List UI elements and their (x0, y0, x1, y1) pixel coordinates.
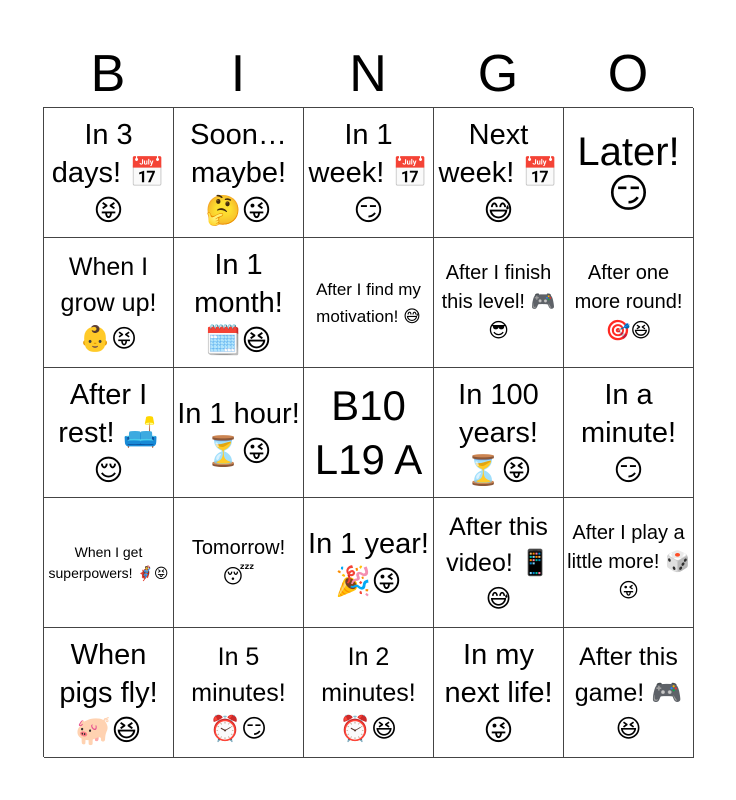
bingo-cell[interactable] (304, 238, 434, 368)
bingo-cell[interactable] (44, 498, 174, 628)
cell-text: After I find my motivation! 😅 (316, 279, 421, 326)
cell-text: In 1 month! 🗓️😆 (194, 248, 283, 357)
cell-text: After this game! 🎮😆 (574, 642, 683, 743)
bingo-cell[interactable] (564, 368, 694, 498)
cell-text: In my next life! 😜 (444, 638, 553, 747)
header-letter-b: B (90, 45, 126, 103)
cell-text: Later! 😏 (577, 129, 680, 216)
bingo-cell[interactable] (304, 108, 434, 238)
bingo-cell[interactable] (304, 628, 434, 758)
cell-text: When I get superpowers! 🦸😝 (48, 543, 169, 581)
bingo-cell[interactable] (434, 238, 564, 368)
bingo-cell[interactable] (564, 628, 694, 758)
cell-text: Tomorrow! 😴 (191, 536, 286, 588)
bingo-header (43, 46, 693, 102)
cell-text: In 3 days! 📅😝 (51, 118, 166, 227)
header-letter-o: O (607, 45, 649, 103)
bingo-cell[interactable] (564, 108, 694, 238)
bingo-cell[interactable] (434, 108, 564, 238)
free-space-text: B10 L19 A (314, 381, 423, 483)
header-letter-g: G (477, 45, 519, 103)
bingo-cell[interactable] (174, 108, 304, 238)
cell-text: When I grow up! 👶😝 (60, 252, 157, 353)
bingo-cell[interactable] (174, 238, 304, 368)
bingo-cell[interactable] (434, 498, 564, 628)
free-space-cell[interactable] (304, 368, 434, 498)
bingo-cell[interactable] (434, 368, 564, 498)
cell-text: After I rest! 🛋️😌 (58, 378, 159, 487)
cell-text: In 2 minutes! ⏰😆 (321, 642, 416, 743)
bingo-cell[interactable] (44, 628, 174, 758)
bingo-cell[interactable] (44, 238, 174, 368)
cell-text: In a minute! 😏 (580, 378, 677, 487)
cell-text: When pigs fly! 🐖😆 (59, 638, 158, 747)
cell-text: In 1 week! 📅😏 (308, 118, 429, 227)
header-letter-n: N (349, 45, 387, 103)
bingo-cell[interactable] (174, 498, 304, 628)
header-letter-i: I (230, 45, 246, 103)
bingo-cell[interactable] (304, 498, 434, 628)
bingo-cell[interactable] (564, 498, 694, 628)
cell-text: In 100 years! ⏳😝 (458, 378, 539, 487)
cell-text: In 5 minutes! ⏰😏 (191, 642, 286, 743)
cell-text: After this video! 📱😅 (446, 512, 551, 613)
bingo-cell[interactable] (174, 368, 304, 498)
cell-text: After I finish this level! 🎮😎 (441, 262, 556, 342)
bingo-cell[interactable] (44, 368, 174, 498)
cell-text: Soon… maybe! 🤔😜 (190, 118, 287, 227)
cell-text: In 1 year! 🎉😜 (308, 527, 429, 598)
cell-text: After one more round! 🎯😆 (574, 262, 683, 342)
bingo-cell[interactable] (44, 108, 174, 238)
bingo-cell[interactable] (564, 238, 694, 368)
cell-text: In 1 hour! ⏳😜 (177, 397, 300, 468)
bingo-cell[interactable] (434, 628, 564, 758)
bingo-cell[interactable] (174, 628, 304, 758)
cell-text: Next week! 📅😅 (438, 118, 559, 227)
bingo-board (43, 107, 693, 757)
cell-text: After I play a little more! 🎲😜 (567, 522, 690, 602)
